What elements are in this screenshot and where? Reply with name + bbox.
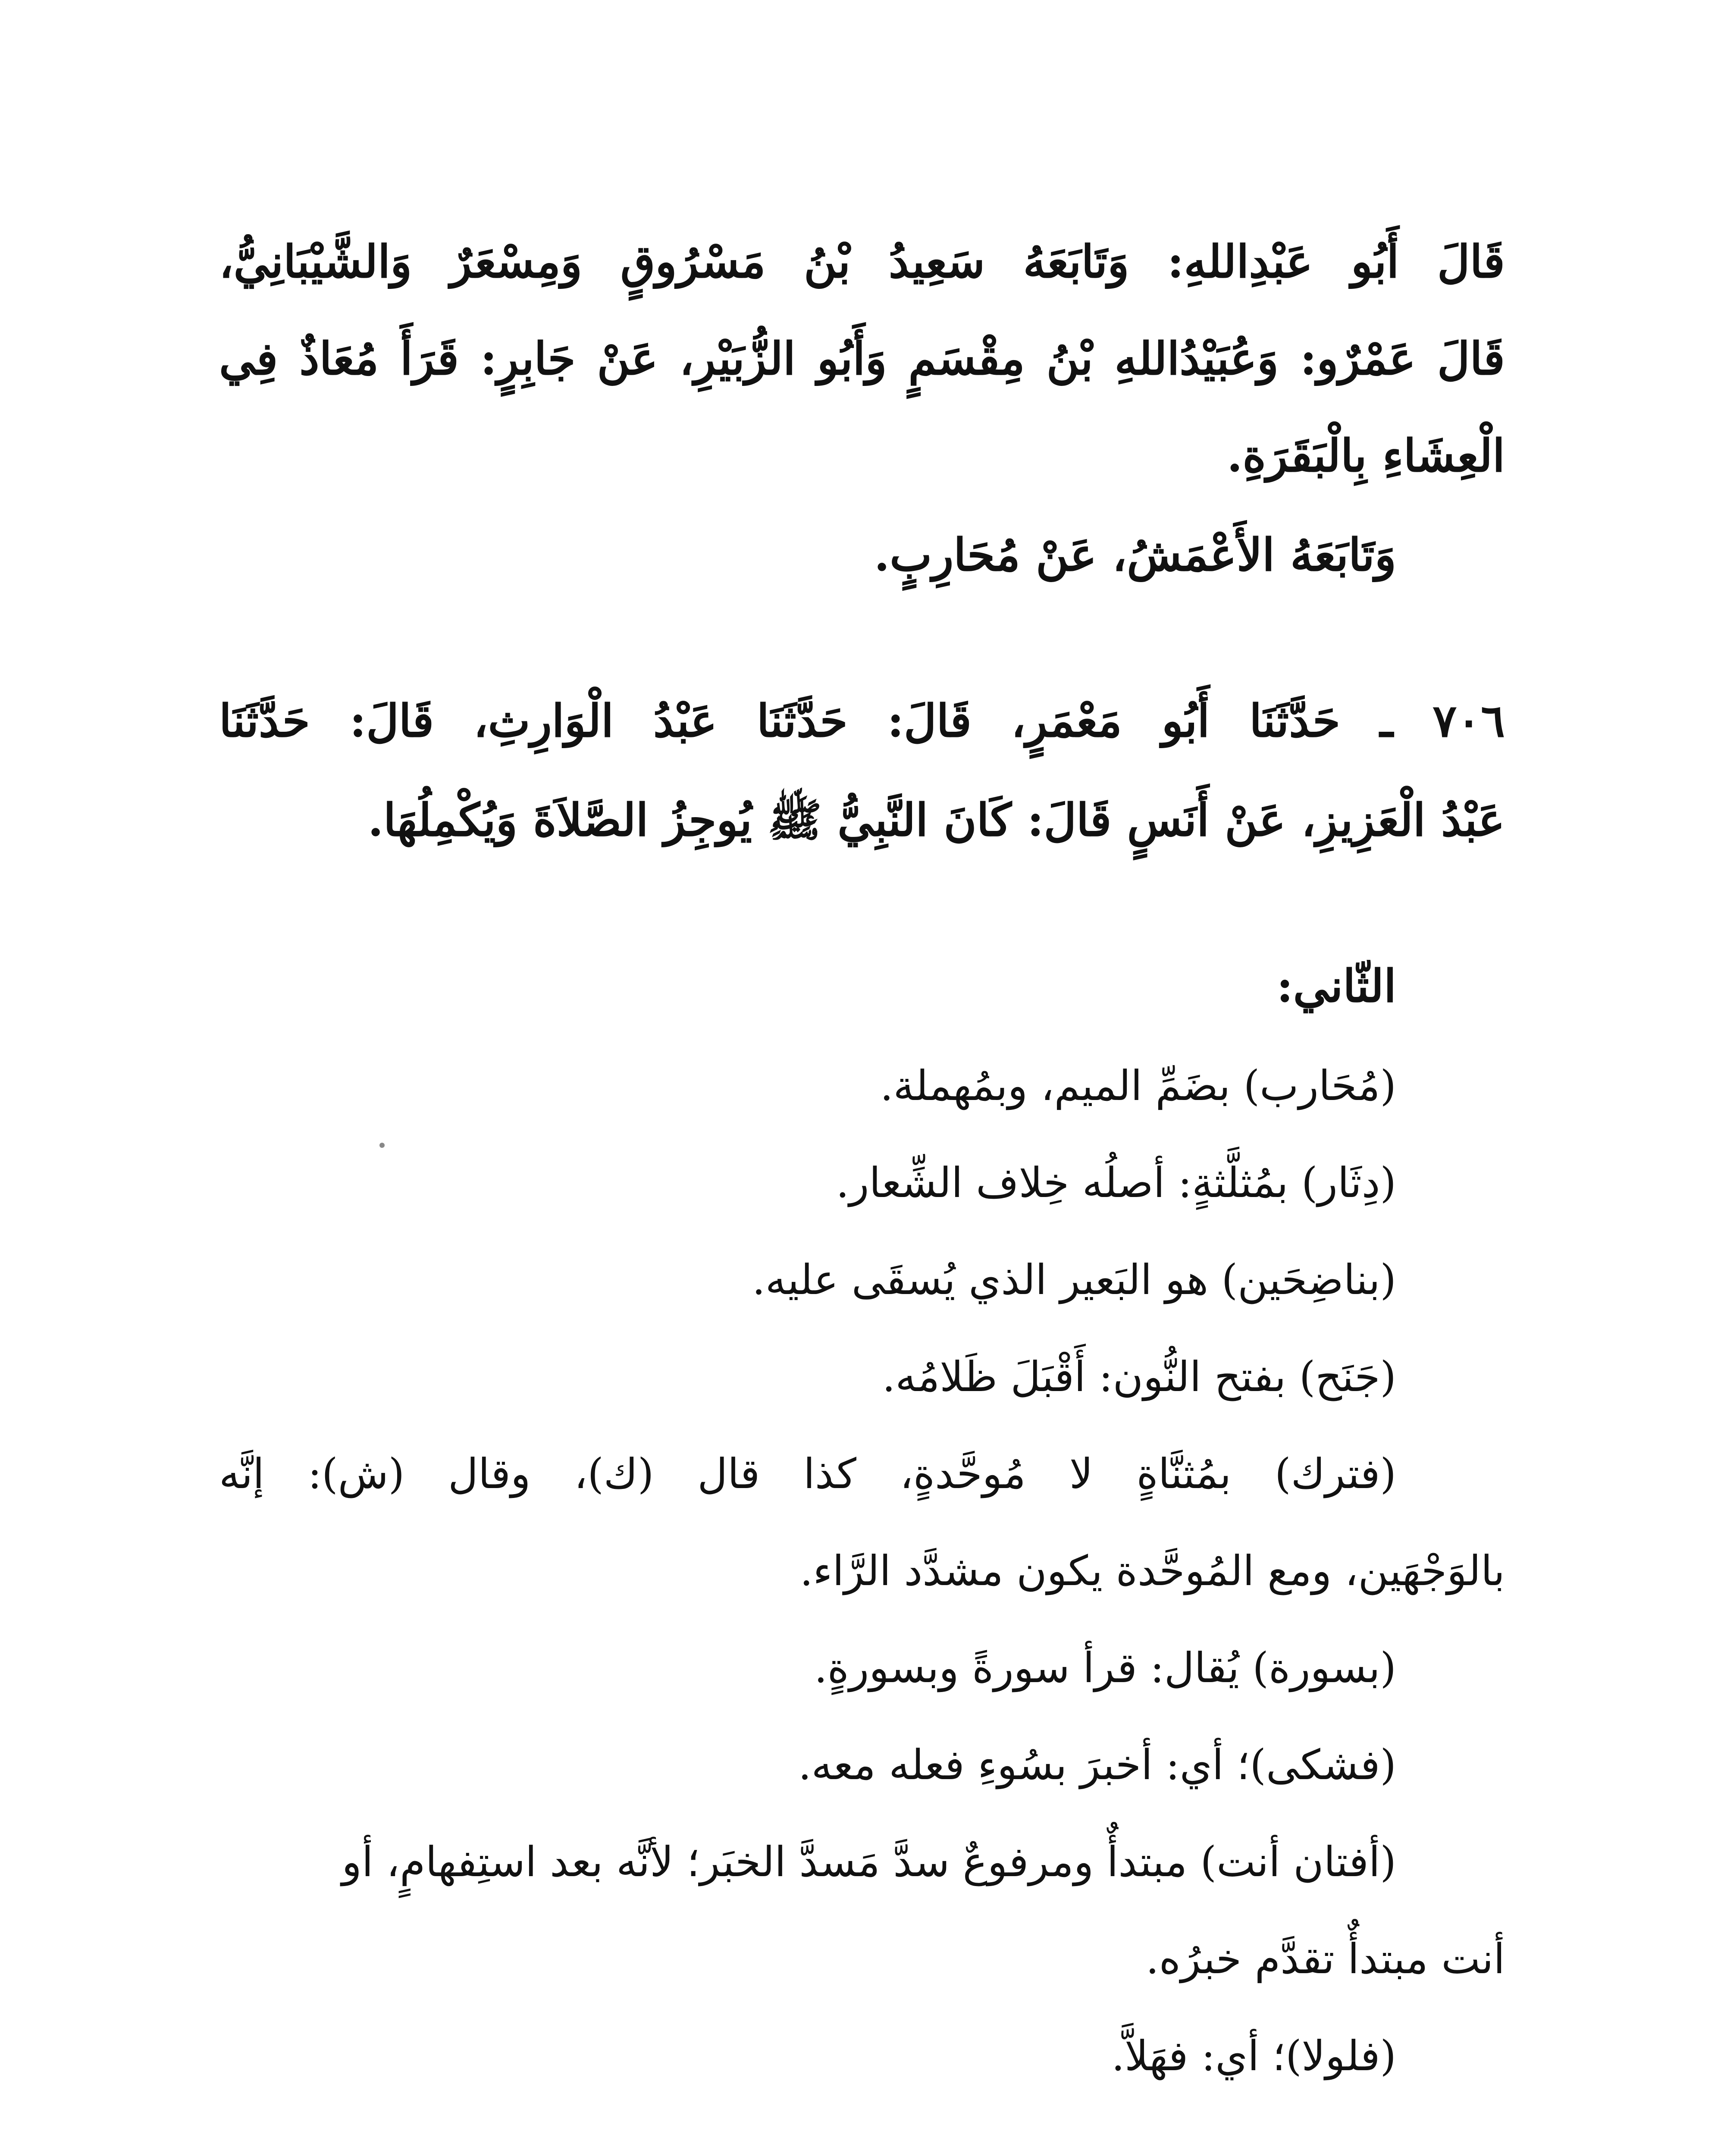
commentary-entry-8-line-1: (أفتان أنت) مبتدأٌ ومرفوعٌ سدَّ مَسدَّ الخبَر؛ لأنَّه بعد استِفهامٍ، أو — [342, 1838, 1396, 1886]
hadith-line-1: قَالَ أَبُو عَبْدِاللهِ: وَتَابَعَهُ سَعِيدُ بْنُ مَسْرُوقٍ وَمِسْعَرٌ وَالشَّيْبَانِيُّ، — [219, 235, 1505, 288]
commentary-entry-2: (دِثَار) بمُثلَّثةٍ: أصلُه خِلاف الشِّعار. — [836, 1159, 1396, 1207]
commentary-entry-9: (فلولا)؛ أي: فهَلاَّ. — [1111, 2032, 1396, 2080]
hadith-line-2: قَالَ عَمْرٌو: وَعُبَيْدُاللهِ بْنُ مِقْسَمٍ وَأَبُو الزُّبَيْرِ، عَنْ جَابِرٍ: قَرَأَ مُعَاذٌ فِي — [219, 332, 1505, 385]
commentary-entry-7: (فشكى)؛ أي: أخبرَ بسُوءِ فعله معه. — [798, 1741, 1396, 1789]
commentary-entry-5-line-1: (فترك) بمُثنَّاةٍ لا مُوحَّدةٍ، كذا قال (ك)، وقال (ش): إنَّه — [219, 1450, 1396, 1498]
scan-speck — [379, 1143, 385, 1148]
commentary-entry-8-line-2: أنت مبتدأٌ تقدَّم خبرُه. — [1146, 1935, 1505, 1983]
commentary-entry-4: (جَنَح) بفتح النُّون: أَقْبَلَ ظَلامُه. — [882, 1353, 1396, 1401]
commentary-entry-1: (مُحَارب) بضَمِّ الميم، وبمُهملة. — [880, 1062, 1396, 1110]
hadith-line-6: عَبْدُ الْعَزِيزِ، عَنْ أَنَسٍ قَالَ: كَانَ النَّبِيُّ ﷺ يُوجِزُ الصَّلاَةَ وَيُكْمِلُهَا. — [367, 793, 1505, 846]
commentary-entry-6: (بسورة) يُقال: قرأ سورةً وبسورةٍ. — [814, 1644, 1396, 1692]
commentary-entry-5-line-2: بالوَجْهَين، ومع المُوحَّدة يكون مشدَّد الرَّاء. — [799, 1547, 1505, 1595]
hadith-line-5: ٧٠٦ ـ حَدَّثَنَا أَبُو مَعْمَرٍ، قَالَ: حَدَّثَنَا عَبْدُ الْوَارِثِ، قَالَ: حَدَّثَنَا — [219, 694, 1505, 747]
commentary-entry-3: (بناضِحَين) هو البَعير الذي يُسقَى عليه. — [752, 1256, 1396, 1304]
hadith-line-4: وَتَابَعَهُ الأَعْمَشُ، عَنْ مُحَارِبٍ. — [874, 528, 1396, 581]
hadith-line-3: الْعِشَاءِ بِالْبَقَرَةِ. — [1227, 429, 1505, 482]
commentary-heading: الثّاني: — [1276, 959, 1396, 1012]
